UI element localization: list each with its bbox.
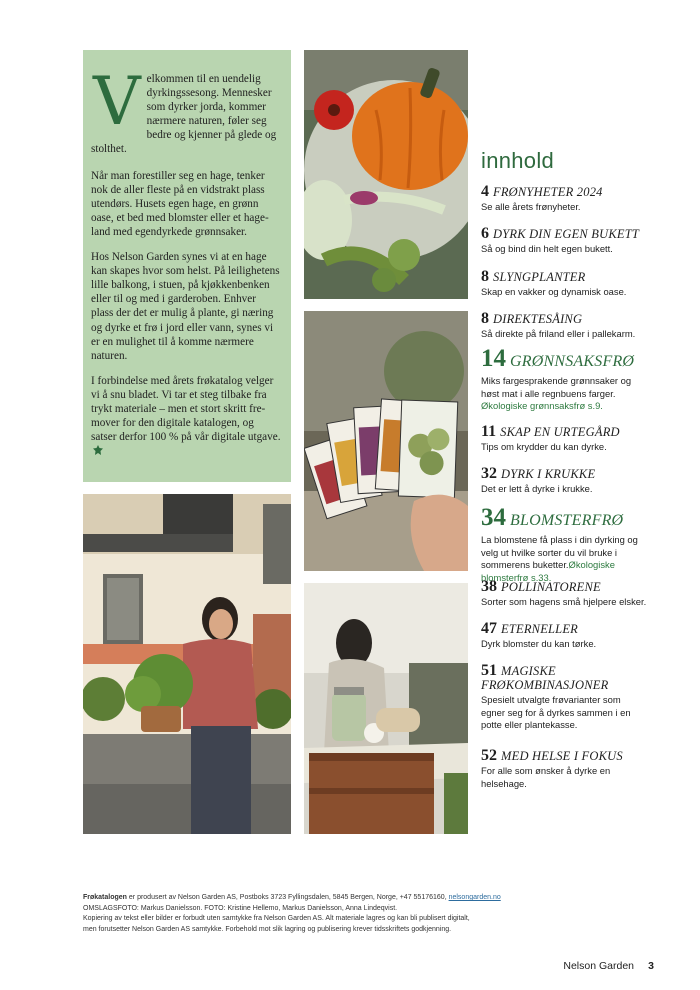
page-number: 3: [648, 960, 654, 972]
toc-item-number: 14: [481, 345, 506, 372]
toc-item-description: Så direkte på friland eller i pallekarm.: [481, 328, 636, 339]
dropcap: V: [93, 63, 141, 140]
toc-item-title: DIREKTESÅING: [493, 312, 583, 326]
toc-item-number: 6: [481, 225, 489, 242]
intro-paragraph-1: elkommen til en uendelig dyrkingssesong. Mennesker som dyrker jorda, kommer nærmere naturen, føler seg bedre og kjenner på glede og stolthet.: [91, 73, 277, 156]
toc-item[interactable]: [481, 185, 651, 214]
imprint-line-1: Frøkatalogen er produsert av Nelson Garden AS, Postboks 3723 Fyllingsdalen, 5845 Bergen, Norge, +47 55176160, nelsongarden.no: [83, 894, 501, 901]
toc-item-number: 11: [481, 423, 497, 440]
toc-item[interactable]: [481, 749, 651, 790]
toc-item-number: 8: [481, 268, 489, 285]
toc-item-description: For alle som ønsker å dyrke en helsehage.: [481, 765, 611, 789]
imprint: [83, 893, 613, 935]
toc-item-description: Se alle årets frønyheter.: [481, 201, 581, 212]
toc-item-description: La blomstene få plass i din dyrking og velg ut hvilke sorter du vil bruke i sommerens buketter.: [481, 534, 638, 571]
toc-item[interactable]: [481, 664, 646, 732]
toc-item-link[interactable]: Økologiske grønnsaksfrø s.9.: [481, 400, 603, 412]
intro-paragraph-3: Hos Nelson Garden synes vi at en hage kan skapes hvor som helst. På leilighetens lille balkong, i stuen, på kjøkkenbenken eller til og med i garderoben. Enhver plass der det er mulig å plante, gi næring og dyrke et frø i jord eller vann, synes vi er en mulighet til å komme nærmere naturen.: [91, 251, 280, 362]
photo-seed-packets: [304, 311, 468, 571]
toc-item-number: 8: [481, 310, 489, 327]
toc-item-number: 47: [481, 620, 497, 637]
toc-item[interactable]: [481, 312, 651, 341]
toc-item-description: Det er lett å dyrke i krukke.: [481, 483, 593, 494]
toc-item-description: Miks fargesprakende grønnsaker og høst mat i alle regnbuens farger.: [481, 375, 632, 399]
toc-heading: innhold: [481, 148, 555, 173]
toc-item-description: Så og bind din helt egen bukett.: [481, 243, 613, 254]
photo-pumpkin-vegetables: [304, 50, 468, 299]
brand-name: Nelson Garden: [563, 960, 634, 972]
toc-item-title: ETERNELLER: [501, 622, 579, 636]
toc-item-title: SKAP EN URTEGÅRD: [500, 425, 620, 439]
toc-item-link[interactable]: Økologiske blomsterfrø s.33.: [481, 559, 615, 583]
toc-item-description: Dyrk blomster du kan tørke.: [481, 638, 597, 649]
toc-item[interactable]: [481, 504, 651, 584]
intro-box: [83, 50, 291, 482]
photo-woman-with-plant: [83, 494, 291, 834]
imprint-line-3: Kopiering av tekst eller bilder er forbudt uten samtykke fra Nelson Garden AS. Alt materiale lagres og kan bli publisert digitalt,: [83, 915, 470, 923]
toc-item-title: MED HELSE I FOKUS: [501, 749, 623, 763]
toc-item-title: GRØNNSAKSFRØ: [510, 353, 635, 370]
leaf-icon: [93, 445, 103, 455]
toc-item-number: 51: [481, 662, 497, 679]
website-link[interactable]: nelsongarden.no: [448, 894, 501, 901]
toc-item[interactable]: [481, 270, 651, 299]
toc-item[interactable]: [481, 467, 651, 496]
toc-item-title: POLLINATORENE: [501, 580, 601, 594]
toc-item-description: Sorter som hagens små hjelpere elsker.: [481, 596, 647, 607]
imprint-line-2: OMSLAGSFOTO: Markus Danielsson. FOTO: Kristine Hellemo, Markus Danielsson, Anna Lindeqvist.: [83, 904, 398, 912]
toc-item-description: Spesielt utvalgte frøvarianter som egner seg for å dyrkes sammen i en potte eller plantekasse.: [481, 694, 631, 731]
toc-item-number: 4: [481, 183, 489, 200]
toc-item-title: MAGISKE FRØKOMBINASJONER: [481, 664, 609, 692]
toc-item-description: Skap en vakker og dynamisk oase.: [481, 286, 627, 297]
toc-item-description: Tips om krydder du kan dyrke.: [481, 441, 607, 452]
toc-item[interactable]: [481, 425, 651, 454]
toc-item-number: 34: [481, 504, 506, 531]
imprint-lead: Frøkatalogen: [83, 894, 127, 901]
photo-table-with-jar: [304, 583, 468, 834]
toc-item[interactable]: [481, 622, 651, 651]
toc-item[interactable]: [481, 345, 651, 413]
toc-item-number: 52: [481, 747, 497, 764]
toc-item-title: FRØNYHETER 2024: [493, 185, 603, 199]
toc-item[interactable]: [481, 580, 651, 609]
toc-item-number: 38: [481, 578, 497, 595]
toc-item-title: BLOMSTERFRØ: [510, 512, 624, 529]
imprint-line-4: men forutsetter Nelson Garden AS samtykke. Forbehold mot slik lagring og publisering krever tidsskriftets godkjenning.: [83, 925, 452, 933]
toc-item-title: SLYNGPLANTER: [493, 270, 586, 284]
toc-item-title: DYRK DIN EGEN BUKETT: [493, 227, 640, 241]
toc-item[interactable]: [481, 227, 651, 256]
toc-item-number: 32: [481, 465, 497, 482]
intro-paragraph-4: I forbindelse med årets frøkatalog velger vi å snu bladet. Vi tar et steg tilbake fra trykt materiale – men et stort skritt fre-mover for den digitale katalogen, og satser derfor 100 % på vår digitale utgave.: [91, 374, 281, 459]
intro-paragraph-2: Når man forestiller seg en hage, tenker nok de aller fleste på en vidstrakt plass utendørs. Husets egen hage, en grønn oase, et bed med blomster eller et hage-land med egendyrkede grønnsaker.: [91, 169, 269, 238]
toc-item-title: DYRK I KRUKKE: [501, 467, 596, 481]
